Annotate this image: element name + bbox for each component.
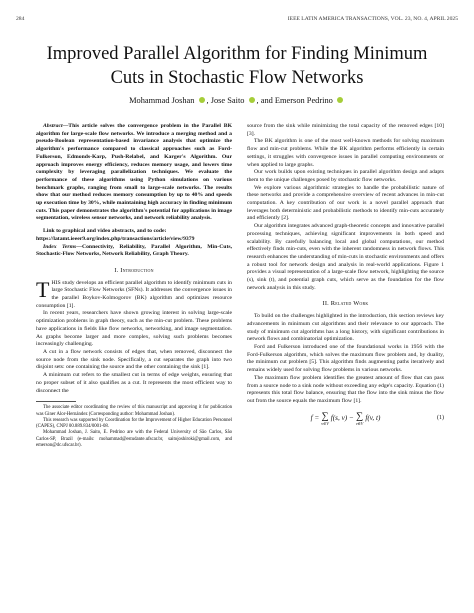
abstract-dash: — (62, 123, 69, 129)
intro-paragraph-1-text: study develops an efficient parallel algorithm to identify minimum cuts in large Stochastic Flow Networks (SFNs). It addresses the convergence issues in the parallel Boykov-Kolmogorov (BK) algorithm and optimizes resource consumption [1]. (36, 279, 232, 309)
equation-term-2: f(v, t) (365, 413, 381, 422)
equation-lhs: f = (310, 413, 320, 422)
related-paragraph-3: The maximum flow problem identifies the greatest amount of flow that can pass from a source node to a sink node without exceeding any edge's capacity. Equation (1) represents this total flow balance, ensuring that the flow into the sink minus the flow out from the source equals the maximum flow [1]. (247, 374, 444, 404)
paper-title (20, 42, 454, 90)
right-column (247, 123, 444, 428)
orcid-icon[interactable] (199, 97, 205, 103)
orcid-icon[interactable] (337, 97, 343, 103)
title-line-2: Cuts in Stochastic Flow Networks (110, 68, 364, 88)
drop-cap: T (36, 276, 50, 302)
summation-subscript: v∈V (355, 420, 364, 426)
intro-paragraph-continued: source from the sink while minimizing the total capacity of the removed edges [10] [3]. (247, 123, 444, 137)
footnote-editor: The associate editor coordinating the review of this manuscript and approving it for publication was Giner Alor-Hernández (Corresponding author: Mohammad Joshan). (36, 405, 232, 417)
equation-1 (247, 412, 444, 426)
equation-term-1: f(s, v) − (330, 413, 354, 422)
summation-symbol: ∑ v∈V (355, 410, 364, 426)
abstract (36, 123, 232, 223)
abstract-text: This article solves the convergence problem in the Parallel BK algorithm for large-scale flow networks. We introduce a merging method and a pseudo-Boolean representation-based invariance analysis that optimize the algorithm's performance compared to classical approaches such as Ford-Fulkerson, Edmonds-Karp, Push-Relabel, and Karger's Algorithm. Our approach improves energy efficiency, reduces memory usage, and lowers time complexity by leveraging parallelization techniques. We evaluate the performance of these algorithms using Python simulations on various benchmark graphs, ranging from small to large-scale networks. The results show that our method reduces memory consumption by up to 40% and speeds up execution time by 30%, while maintaining high accuracy in finding minimum cuts. This paper demonstrates the algorithm's potential for applications in image segmentation, wireless sensor networks, and network reliability analysis. (36, 123, 232, 222)
index-terms-dash: — (76, 243, 82, 250)
intro-lead-caps: HIS (51, 279, 61, 286)
title-line-1: Improved Parallel Algorithm for Finding Minimum (46, 44, 428, 64)
orcid-icon[interactable] (249, 97, 255, 103)
related-paragraph-1: To build on the challenges highlighted in the introduction, this section reviews key advancements in minimum cut algorithms and their relevance to our approach. The study of minimum cut algorithms has a long history, with significant contributions in network flows and combinatorial optimization. (247, 313, 444, 343)
index-terms (36, 244, 232, 259)
footnote-divider (36, 401, 76, 402)
code-link-block (36, 228, 232, 243)
index-terms-label: Index Terms (43, 243, 77, 250)
code-link-url[interactable]: https://latamt.ieeer9.org/index.php/transactions/article/view/9379 (36, 235, 195, 242)
intro-paragraph-6: Our work builds upon existing techniques in parallel algorithm design and adapts them to the unique challenges posed by stochastic flow networks. (247, 169, 444, 183)
intro-paragraph-1 (36, 276, 232, 311)
footnotes (36, 405, 232, 449)
intro-paragraph-4: A minimum cut refers to the smallest cut in terms of edge weights, ensuring that no proper subset of it also qualifies as a cut. It represents the most efficient way to disconnect the (36, 372, 232, 394)
author-separator: , (206, 96, 209, 105)
footnote-affiliation: Mohammad Joshan, J. Saito, E. Pedrino are with the Federal University of São Carlos, São Carlos-SP, Brazil (e-mails: mohammad@estudante.ufscar.br, saitojoshiroki@gmail.com, and emerson@dc.ufscar.br). (36, 430, 232, 448)
equation-number: (1) (437, 414, 444, 421)
author-1: Mohammad Joshan (129, 96, 195, 105)
footnote-funding: This research was supported by Coordination for the Improvement of Higher Education Personnel (CAPES), CNPJ 00.889.834/0001-08. (36, 417, 232, 430)
intro-paragraph-8: Our algorithm integrates advanced graph-theoretic concepts and innovative parallel processing techniques, achieving significant improvements in both speed and scalability. By carefully balancing local and global computations, our method effectively finds min-cuts, even with the inherent randomness in network flows. This research enhances the understanding of min-cuts in stochastic environments and offers a robust tool for network design and analysis in real-world applications. Figure 1 provides a visual representation of a large-scale flow network, highlighting the source (s), sink (t), and potential graph cuts, which serve as the foundation for the flow network analysis in this study. (247, 223, 444, 291)
summation-subscript: v∈V (321, 420, 329, 426)
code-link-label: Link to graphical and video abstracts, and to code: (43, 228, 167, 235)
intro-paragraph-7: We explore various algorithmic strategies to handle the probabilistic nature of these networks and provide a comprehensive overview of recent advances in min-cut computation. A key contribution of our work is a novel parallel approach that leverages both deterministic and probabilistic methods to identify min-cuts accurately and efficiently [2]. (247, 184, 444, 222)
section-heading-related-work: II. Related Work (322, 300, 369, 308)
index-terms-text: Connectivity, Reliability, Parallel Algorithm, Min-Cuts, Stochastic-Flow Networks, Network Reliability, Graph Theory. (36, 243, 232, 258)
abstract-label: Abstract (43, 123, 63, 129)
page-number: 284 (16, 16, 25, 22)
author-2: Jose Saito (210, 96, 245, 105)
journal-name: IEEE LATIN AMERICA TRANSACTIONS, VOL. 23, NO. 4, APRIL 2025 (287, 16, 458, 22)
author-3: and Emerson Pedrino (260, 96, 333, 105)
author-list (20, 95, 454, 106)
author-separator: , (256, 96, 259, 105)
left-column (36, 123, 232, 449)
section-heading-introduction: I. Introduction (114, 266, 154, 274)
intro-paragraph-5: The BK algorithm is one of the most well-known methods for solving maximum flow and min-cut problems. While the BK algorithm performs efficiently in certain settings, it struggles with convergence issues in parallel computing environments or when applied to large graphs. (247, 138, 444, 168)
summation-symbol: ∑ v∈V (321, 410, 329, 426)
related-paragraph-2: Ford and Fulkerson introduced one of the foundational works in 1956 with the Ford-Fulkerson algorithm, which solves the maximum flow problem and, by duality, the minimum cut problem [5]. This algorithm finds augmenting paths iteratively and remains widely used for solving flow problems in various networks. (247, 343, 444, 374)
intro-paragraph-3: A cut in a flow network consists of edges that, when removed, disconnect the source node from the sink node. Specifically, a cut separates the graph into two disjoint sets: one containing the source and the other containing the sink [1]. (36, 348, 232, 371)
intro-paragraph-2: In recent years, researchers have shown growing interest in solving large-scale optimization problems in graph theory, such as the min-cut problem. These problems have applications in fields like flow networks, networking, and image segmentation. As graphs become larger and more complex, solving such problems becomes increasingly challenging. (36, 310, 232, 348)
